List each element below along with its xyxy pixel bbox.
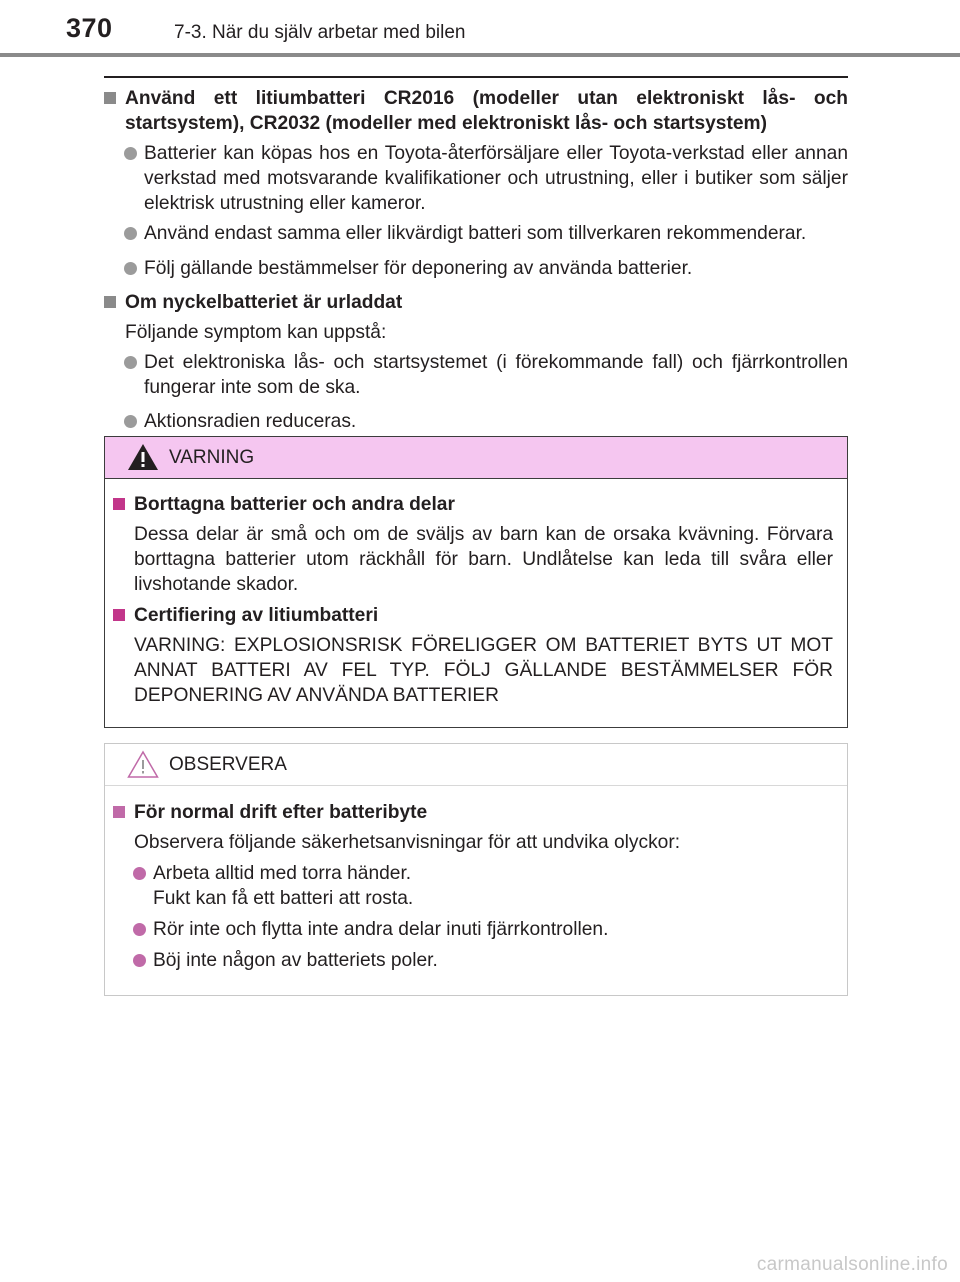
list-item: Aktionsradien reduceras. — [104, 409, 848, 434]
warning-text: Dessa delar är små och om de sväljs av barn kan de orsaka kvävning. Förvara borttagna batterier utom räckhåll för barn. Undlåtelse kan leda till svåra eller livshotande skador. — [134, 524, 833, 595]
round-bullet-icon — [124, 415, 137, 428]
warning-heading: Certifiering av litiumbatteri — [113, 603, 833, 628]
warning-heading: Borttagna batterier och andra delar — [113, 492, 833, 517]
list-item: Rör inte och flytta inte andra delar inuti fjärrkontrollen. — [113, 917, 833, 942]
warning-box — [104, 436, 848, 728]
list-item: Batterier kan köpas hos en Toyota-återförsäljare eller Toyota-verkstad eller annan verkstad med motsvarande kvalifikationer och utrustning, eller i butiker som säljer elektrisk utrustning eller kameror. — [104, 141, 848, 216]
round-bullet-icon — [124, 147, 137, 160]
list-item: Använd endast samma eller likvärdigt batteri som tillverkaren rekommenderar. — [104, 221, 848, 246]
watermark: carmanualsonline.info — [756, 1254, 948, 1275]
list-item: Böj inte någon av batteriets poler. — [113, 948, 833, 973]
warning-text: VARNING: EXPLOSIONSRISK FÖRELIGGER OM BATTERIET BYTS UT MOT ANNAT BATTERI AV FEL TYP. FÖLJ GÄLLANDE BESTÄMMELSER FÖR DEPONERING AV ANVÄNDA BATTERIER — [134, 635, 833, 706]
content-top-rule — [104, 76, 848, 78]
list-item: Följ gällande bestämmelser för deponering av använda batterier. — [104, 256, 848, 281]
warning-body — [113, 492, 833, 708]
caution-triangle-outline-icon — [127, 750, 159, 778]
round-bullet-icon — [133, 923, 146, 936]
heading-key-battery-low: Om nyckelbatteriet är urladdat — [104, 290, 848, 315]
square-bullet-icon — [104, 296, 116, 308]
symptom-intro: Följande symptom kan uppstå: — [125, 322, 387, 343]
square-bullet-icon — [113, 609, 125, 621]
notice-title: OBSERVERA — [169, 754, 287, 775]
main-content — [104, 86, 848, 434]
section-title: 7-3. När du själv arbetar med bilen — [174, 22, 466, 43]
notice-body — [113, 800, 833, 973]
notice-box — [104, 743, 848, 996]
warning-triangle-icon — [127, 443, 159, 471]
list-item: Det elektroniska lås- och startsystemet (i förekommande fall) och fjärrkontrollen fungerar inte som de ska. — [104, 350, 848, 400]
page-number: 370 — [66, 13, 113, 43]
warning-title: VARNING — [169, 447, 255, 468]
square-bullet-icon — [104, 92, 116, 104]
list-item: Arbeta alltid med torra händer. Fukt kan få ett batteri att rosta. — [113, 861, 833, 911]
notice-text: Observera följande säkerhetsanvisningar för att undvika olyckor: — [134, 832, 681, 853]
notice-header — [105, 744, 847, 786]
warning-header — [105, 437, 847, 479]
square-bullet-icon — [113, 498, 125, 510]
square-bullet-icon — [113, 806, 125, 818]
round-bullet-icon — [133, 954, 146, 967]
round-bullet-icon — [124, 356, 137, 369]
round-bullet-icon — [124, 262, 137, 275]
round-bullet-icon — [133, 867, 146, 880]
page-header — [0, 0, 960, 58]
header-rule — [0, 53, 960, 57]
heading-battery-type: Använd ett litiumbatteri CR2016 (modeller utan elektroniskt lås- och startsystem), CR2032 (modeller med elektroniskt lås- och startsystem) — [104, 86, 848, 136]
notice-heading: För normal drift efter batteribyte — [113, 800, 833, 825]
round-bullet-icon — [124, 227, 137, 240]
